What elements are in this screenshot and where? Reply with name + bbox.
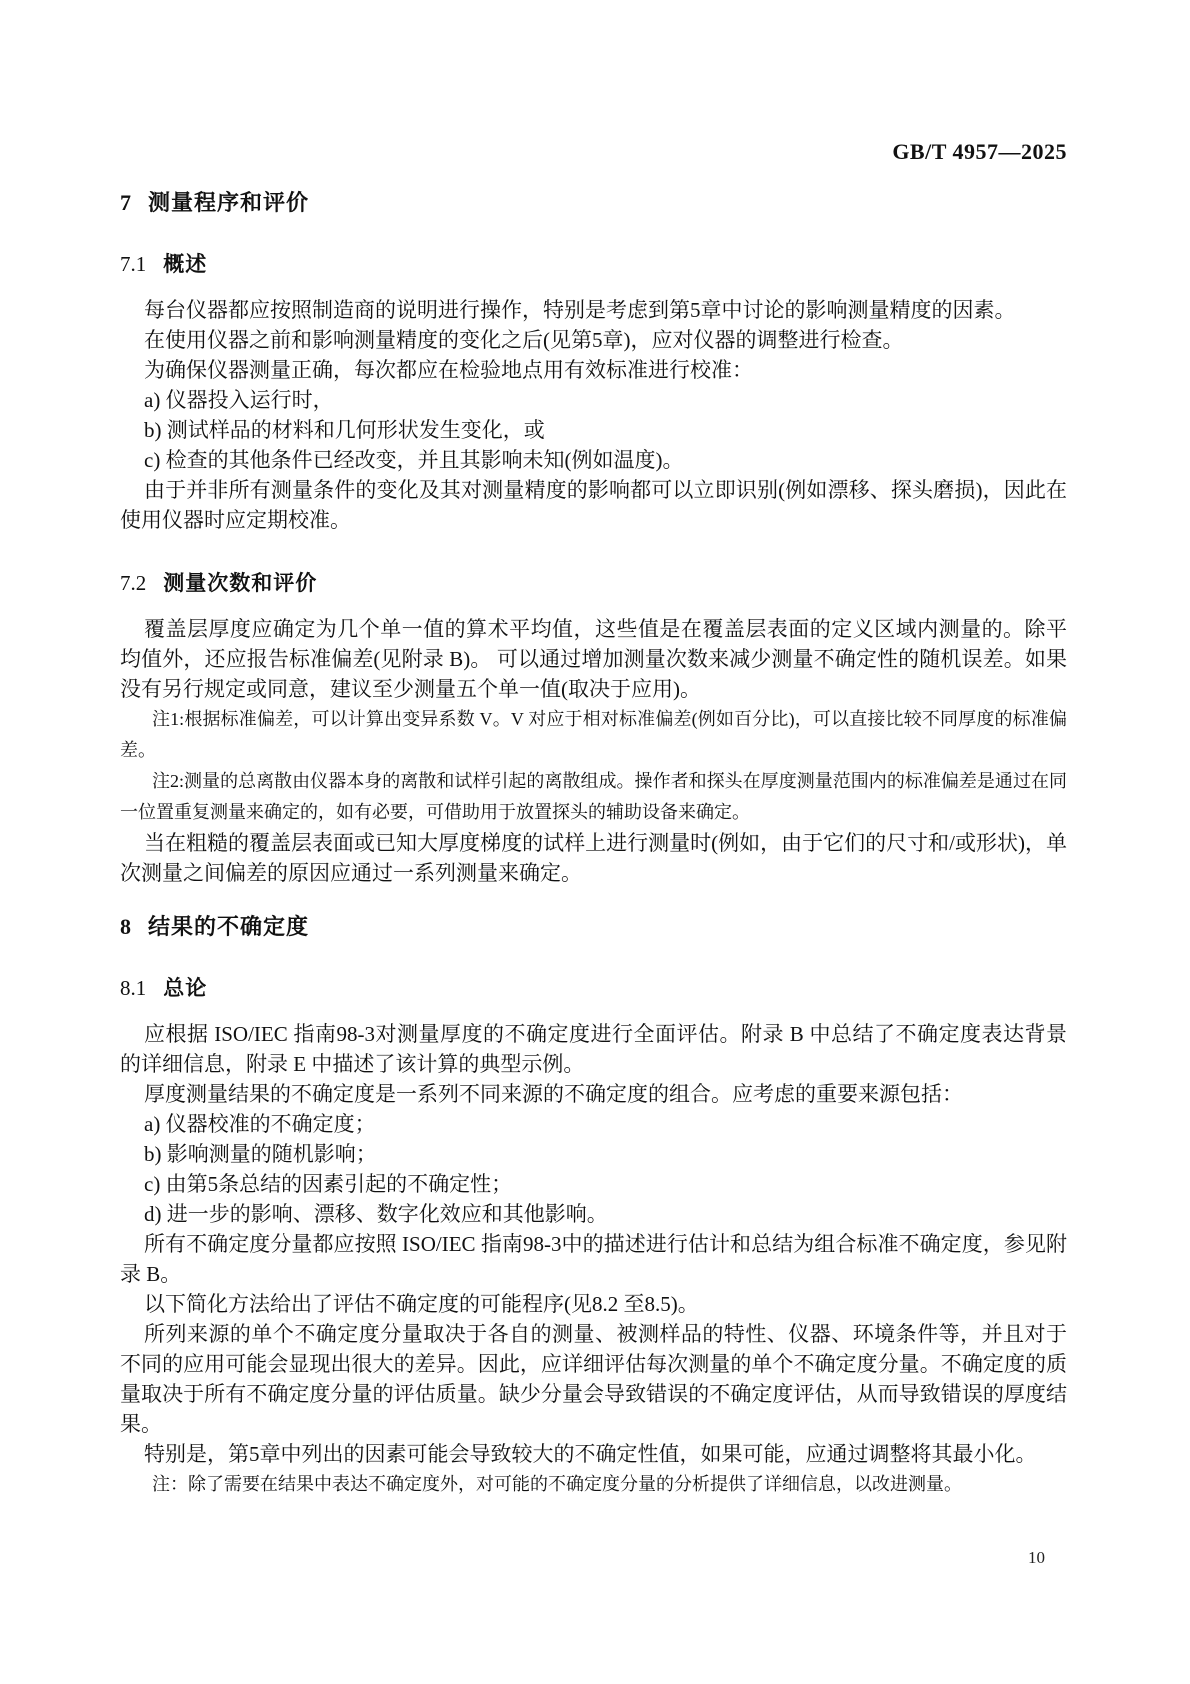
list-item: b) 影响测量的随机影响； xyxy=(144,1142,377,1166)
page-number: 10 xyxy=(1028,1548,1045,1567)
list-item: c) 由第5条总结的因素引起的不确定性； xyxy=(144,1172,513,1196)
section-8-1-number: 8.1 xyxy=(120,976,147,1000)
section-7-2-number: 7.2 xyxy=(120,571,147,595)
note-2: 注2:测量的总离散由仪器本身的离散和试样引起的离散组成。操作者和探头在厚度测量范围内的标准偏差是通过在同一位置重复测量来确定的，如有必要，可借助用于放置探头的辅助设备来确定。 xyxy=(120,771,1067,822)
section-8-1-title: 总论 xyxy=(163,977,208,1000)
paragraph: 在使用仪器之前和影响测量精度的变化之后(见第5章)，应对仪器的调整进行检查。 xyxy=(144,328,904,352)
paragraph: 覆盖层厚度应确定为几个单一值的算术平均值，这些值是在覆盖层表面的定义区域内测量的。除平均值外，还应报告标准偏差(见附录 B)。 可以通过增加测量次数来减少测量不确定性的随机误差。如果没有另行规定或同意，建议至少测量五个单一值(取决于应用)。 xyxy=(120,617,1067,701)
section-8-number: 8 xyxy=(120,914,131,939)
section-7-2-body xyxy=(120,614,1067,888)
section-7-2-heading xyxy=(120,571,1067,596)
paragraph: 为确保仪器测量正确，每次都应在检验地点用有效标准进行校准： xyxy=(144,358,753,382)
paragraph: 所列来源的单个不确定度分量取决于各自的测量、被测样品的特性、仪器、环境条件等，并且对于不同的应用可能会显现出很大的差异。因此，应详细评估每次测量的单个不确定度分量。不确定度的质量取决于所有不确定度分量的评估质量。缺少分量会导致错误的不确定度评估，从而导致错误的厚度结果。 xyxy=(120,1322,1067,1436)
section-8-1-heading xyxy=(120,976,1067,1001)
paragraph: 当在粗糙的覆盖层表面或已知大厚度梯度的试样上进行测量时(例如，由于它们的尺寸和/或形状)，单次测量之间偏差的原因应通过一系列测量来确定。 xyxy=(120,831,1067,885)
list-item: c) 检查的其他条件已经改变，并且其影响未知(例如温度)。 xyxy=(144,448,684,472)
paragraph: 特别是，第5章中列出的因素可能会导致较大的不确定性值，如果可能，应通过调整将其最小化。 xyxy=(144,1442,1037,1466)
paragraph: 以下简化方法给出了评估不确定度的可能程序(见8.2 至8.5)。 xyxy=(144,1292,699,1316)
document-code: GB/T 4957—2025 xyxy=(892,139,1067,164)
section-8-title: 结果的不确定度 xyxy=(148,914,310,939)
paragraph: 每台仪器都应按照制造商的说明进行操作，特别是考虑到第5章中讨论的影响测量精度的因素。 xyxy=(144,298,1016,322)
list-item: a) 仪器校准的不确定度； xyxy=(144,1112,376,1136)
paragraph: 所有不确定度分量都应按照 ISO/IEC 指南98-3中的描述进行估计和总结为组合标准不确定度，参见附录 B。 xyxy=(120,1232,1067,1286)
list-item: b) 测试样品的材料和几何形状发生变化，或 xyxy=(144,418,545,442)
note-1: 注1:根据标准偏差，可以计算出变异系数 V。V 对应于相对标准偏差(例如百分比)，可以直接比较不同厚度的标准偏差。 xyxy=(120,709,1067,760)
section-7-title: 测量程序和评价 xyxy=(148,190,310,215)
section-7-1-title: 概述 xyxy=(163,253,208,276)
section-7-number: 7 xyxy=(120,190,131,215)
section-7-heading xyxy=(120,190,1067,216)
note: 注：除了需要在结果中表达不确定度外，对可能的不确定度分量的分析提供了详细信息，以改进测量。 xyxy=(152,1474,962,1494)
list-item: d) 进一步的影响、漂移、数字化效应和其他影响。 xyxy=(144,1202,608,1226)
section-8-heading xyxy=(120,914,1067,940)
section-7-1-body xyxy=(120,295,1067,535)
section-7-2-title: 测量次数和评价 xyxy=(163,572,318,595)
section-7-1-number: 7.1 xyxy=(120,252,147,276)
list-item: a) 仪器投入运行时， xyxy=(144,388,334,412)
paragraph: 由于并非所有测量条件的变化及其对测量精度的影响都可以立即识别(例如漂移、探头磨损)，因此在使用仪器时应定期校准。 xyxy=(120,478,1067,532)
section-8-1-body xyxy=(120,1019,1067,1500)
paragraph: 应根据 ISO/IEC 指南98-3对测量厚度的不确定度进行全面评估。附录 B 中总结了不确定度表达背景的详细信息，附录 E 中描述了该计算的典型示例。 xyxy=(120,1022,1067,1076)
section-7-1-heading xyxy=(120,252,1067,277)
paragraph: 厚度测量结果的不确定度是一系列不同来源的不确定度的组合。应考虑的重要来源包括： xyxy=(144,1082,963,1106)
